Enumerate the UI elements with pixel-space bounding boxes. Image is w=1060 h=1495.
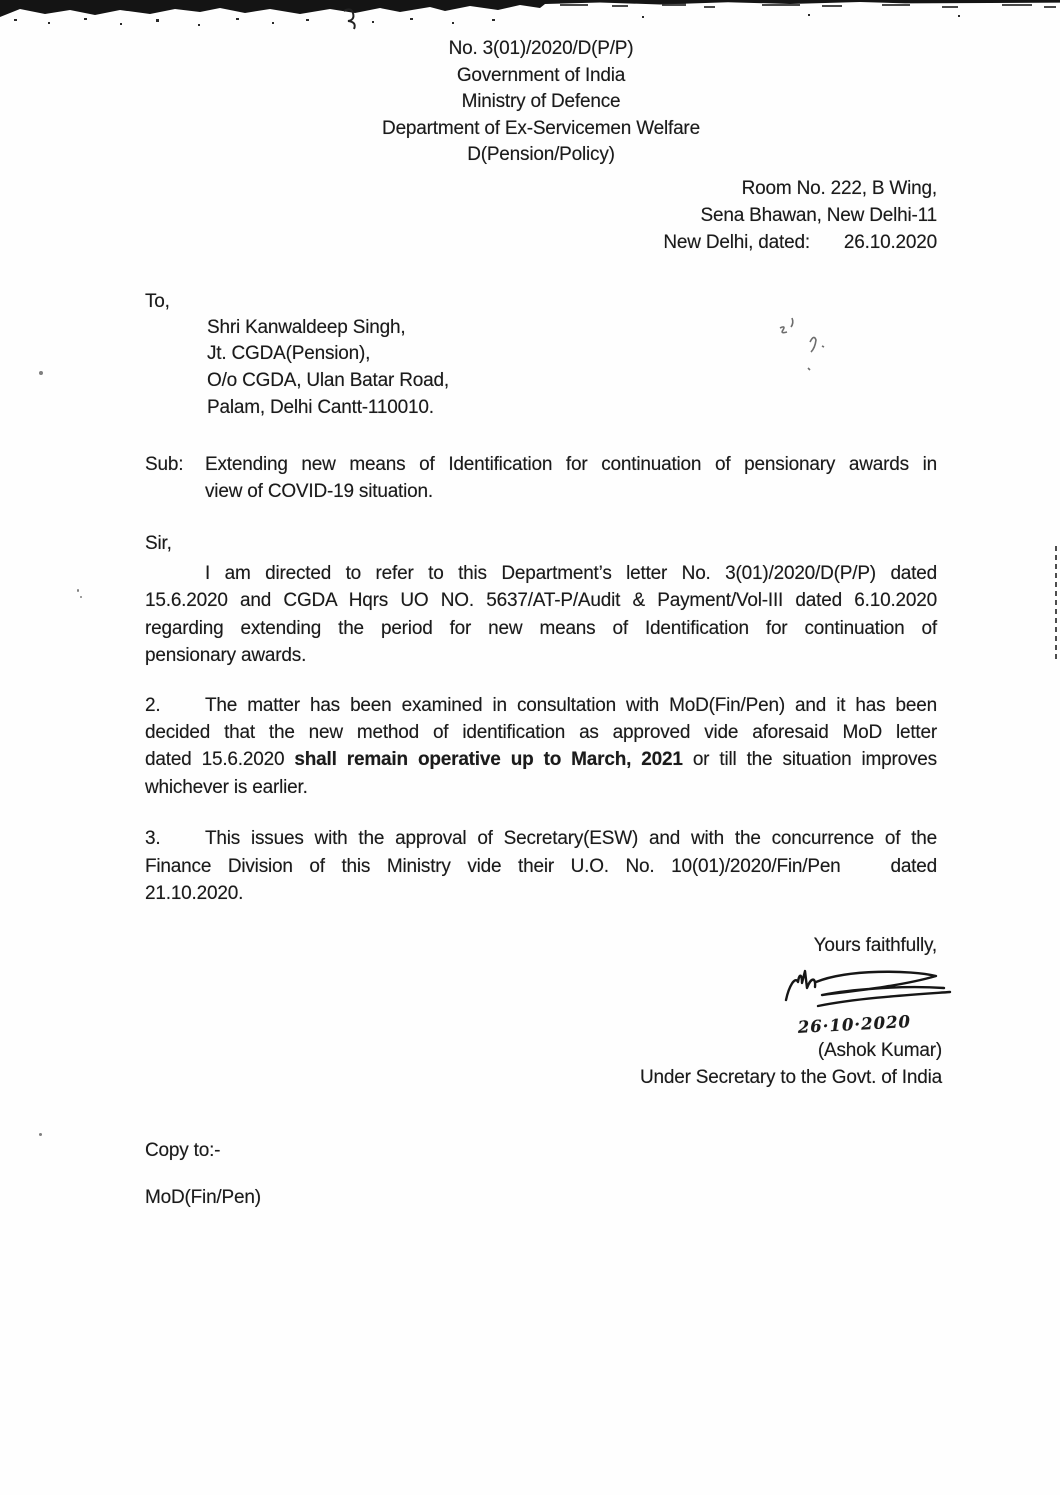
signature-block xyxy=(145,932,942,1091)
org-line: Department of Ex-Servicemen Welfare xyxy=(382,117,700,139)
paragraph-line: 15.6.2020 and CGDA Hqrs UO NO. 5637/AT-P/Audit & Payment/Vol-III dated 6.10.2020 xyxy=(145,590,937,612)
paragraph-line: whichever is earlier. xyxy=(145,776,308,798)
signatory-title: Under Secretary to the Govt. of India xyxy=(639,1067,942,1089)
paragraph-2 xyxy=(145,692,937,802)
paragraph-1 xyxy=(145,560,937,670)
scan-speckle xyxy=(39,1133,42,1136)
date-label: New Delhi, dated: xyxy=(663,232,810,254)
office-address-block xyxy=(145,175,937,257)
paragraph-line: pensionary awards. xyxy=(145,645,307,667)
recipient-line: Jt. CGDA(Pension), xyxy=(207,343,371,365)
recipient-block xyxy=(207,315,937,422)
date-line xyxy=(145,229,937,256)
copy-to-item: MoD(Fin/Pen) xyxy=(145,1187,261,1209)
paragraph-line xyxy=(145,746,937,773)
scan-speckle xyxy=(77,589,79,592)
paragraph-3 xyxy=(145,825,937,907)
paragraph-text: dated 15.6.2020 xyxy=(145,749,295,771)
signatory-name: (Ashok Kumar) xyxy=(817,1039,942,1061)
scan-speckle xyxy=(80,596,82,598)
recipient-line: Shri Kanwaldeep Singh, xyxy=(207,316,406,338)
paragraph-text: The matter has been examined in consultation with MoD(Fin/Pen) and it has been xyxy=(205,694,937,716)
closing-phrase: Yours faithfully, xyxy=(813,935,937,957)
scan-speckle xyxy=(39,371,43,375)
paragraph-line: decided that the new method of identification as approved vide aforesaid MoD letter xyxy=(145,722,937,744)
subject-block xyxy=(145,451,937,506)
handwritten-date: 26·10·2020 xyxy=(797,1012,912,1038)
recipient-line: O/o CGDA, Ulan Batar Road, xyxy=(207,370,449,392)
paragraph-number: 3. xyxy=(145,828,161,850)
emphasized-text: shall remain operative up to March, 2021 xyxy=(294,749,683,771)
org-line: D(Pension/Policy) xyxy=(467,144,615,166)
recipient-line: Palam, Delhi Cantt-110010. xyxy=(207,396,434,418)
to-label: To, xyxy=(145,290,170,312)
subject-label: Sub: xyxy=(145,453,184,475)
org-line: Government of India xyxy=(456,64,626,86)
subject-line: view of COVID-19 situation. xyxy=(205,481,433,503)
paragraph-line: I am directed to refer to this Department’s letter No. 3(01)/2020/D(P/P) dated xyxy=(205,562,937,584)
org-line: Ministry of Defence xyxy=(461,91,621,113)
reference-number: No. 3(01)/2020/D(P/P) xyxy=(448,38,634,59)
paragraph-line xyxy=(145,692,937,719)
letter-date: 26.10.2020 xyxy=(843,232,937,254)
paragraph-text: This issues with the approval of Secretary(ESW) and with the concurrence of the xyxy=(205,828,937,850)
office-address-line: Sena Bhawan, New Delhi-11 xyxy=(700,205,937,227)
subject-text xyxy=(205,451,937,506)
paragraph-line: 21.10.2020. xyxy=(145,883,244,905)
subject-line: Extending new means of Identification for continuation of pensionary awards in xyxy=(205,453,937,475)
paragraph-number: 2. xyxy=(145,694,161,716)
copy-to-label: Copy to:- xyxy=(145,1140,221,1162)
paragraph-line xyxy=(145,825,937,852)
office-address-line: Room No. 222, B Wing, xyxy=(741,177,937,199)
paragraph-text: or till the situation improves xyxy=(682,749,937,771)
paragraph-line: regarding extending the period for new means of Identification for continuation of xyxy=(145,617,937,639)
salutation: Sir, xyxy=(145,532,172,554)
paragraph-line: Finance Division of this Ministry vide their U.O. No. 10(01)/2020/Fin/Pen dated xyxy=(145,855,937,877)
scan-artifact-right-line xyxy=(1055,546,1057,659)
